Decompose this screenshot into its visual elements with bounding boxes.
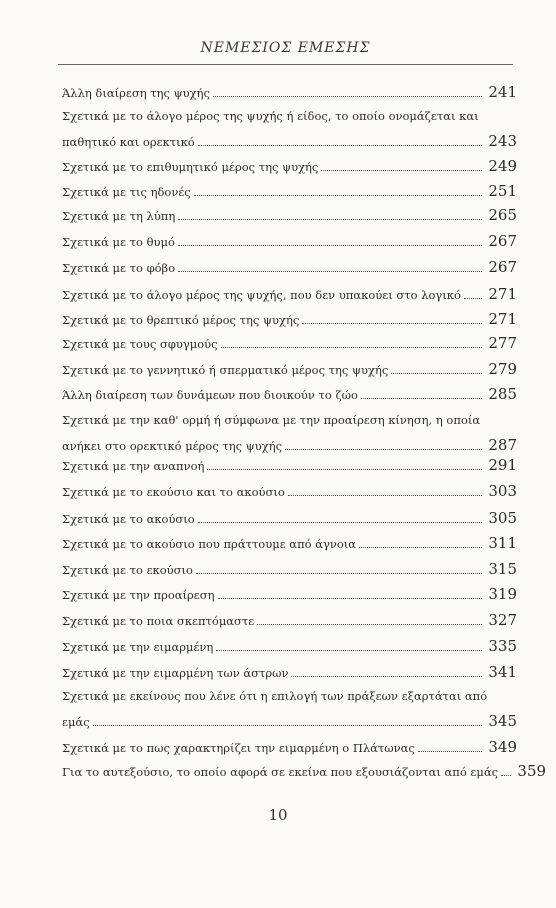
dot-leader xyxy=(213,96,482,97)
toc-entry-page: 303 xyxy=(488,482,517,500)
toc-entry-page: 327 xyxy=(488,611,517,629)
running-header: ΝΕΜΕΣΙΟΣ ΕΜΕΣΗΣ xyxy=(200,40,371,56)
dot-leader xyxy=(218,598,483,599)
toc-entry xyxy=(62,286,517,302)
toc-entry-title: παθητικό και ορεκτικό xyxy=(62,135,195,149)
toc-entry xyxy=(62,561,517,577)
toc-entry-page: 271 xyxy=(488,310,517,328)
dot-leader xyxy=(302,323,482,324)
toc-entry-title: Σχετικά με την αναπνοή xyxy=(62,459,205,473)
toc-entry-page: 319 xyxy=(488,585,517,603)
toc-entry-page: 305 xyxy=(488,509,517,527)
toc-entry xyxy=(62,664,517,680)
dot-leader xyxy=(196,573,482,574)
toc-entry-page: 277 xyxy=(488,334,517,352)
toc-entry xyxy=(62,259,517,275)
toc-entry-page: 285 xyxy=(488,385,517,403)
toc-entry-title: εμάς xyxy=(62,715,90,729)
toc-entry-title: Σχετικά με το θρεπτικό μέρος της ψυχής xyxy=(62,313,300,327)
toc-entry-page: 279 xyxy=(488,360,517,378)
toc-entry-page: 341 xyxy=(488,663,517,681)
toc-entry-title-line1: Σχετικά με την καθ' ορμή ή σύμφωνα με την προαίρεση κίνηση, η οποία xyxy=(62,413,481,427)
dot-leader xyxy=(288,495,482,496)
dot-leader xyxy=(198,145,482,146)
toc-entry xyxy=(62,158,517,174)
toc-entry-page: 267 xyxy=(488,232,517,250)
toc-entry xyxy=(62,386,517,402)
toc-entry xyxy=(62,762,547,780)
toc-entry xyxy=(62,414,517,453)
toc-entry-title: Σχετικά με τις ηδονές xyxy=(62,185,191,199)
toc-entry-title: Σχετικά με το ακούσιο που πράττουμε από άγνοια xyxy=(62,537,357,551)
toc-entry-title: Για το αυτεξούσιο, το οποίο αφορά σε εκείνα που εξουσιάζονται από εμάς xyxy=(62,765,499,779)
dot-leader xyxy=(418,751,482,752)
toc-entry xyxy=(62,535,517,551)
toc-entry-page: 267 xyxy=(488,258,517,276)
toc-entry-title: Σχετικά με το ποια σκεπτόμαστε xyxy=(62,614,255,628)
dot-leader xyxy=(321,170,482,171)
toc-entry-title: Άλλη διαίρεση των δυνάμεων που διοικούν το ζώο xyxy=(62,388,358,402)
dot-leader xyxy=(291,676,482,677)
toc-entry-title-line1: Σχετικά με το άλογο μέρος της ψυχής ή είδος, το οποίο ονομάζεται και xyxy=(62,109,479,123)
toc-entry xyxy=(62,110,517,149)
toc-entry xyxy=(62,207,517,223)
toc-entry-title: Σχετικά με την ειμαρμένη xyxy=(62,640,214,654)
toc-entry-title-line1: Σχετικά με εκείνους που λένε ότι η επιλογή των πράξεων εξαρτάται από xyxy=(62,689,488,703)
toc-entry-page: 241 xyxy=(488,83,517,101)
toc-entry-page: 243 xyxy=(488,132,517,150)
toc-entry-title: Σχετικά με το πως χαρακτηρίζει την ειμαρμένη ο Πλάτωνας xyxy=(62,741,415,755)
toc-entry-title: Σχετικά με τη λύπη xyxy=(62,209,176,223)
toc-entry xyxy=(62,638,517,654)
dot-leader xyxy=(178,271,482,272)
toc-entry-title: Σχετικά με το εκούσιο xyxy=(62,563,193,577)
page-number: 10 xyxy=(268,806,288,824)
dot-leader xyxy=(198,522,482,523)
dot-leader xyxy=(391,373,482,374)
toc-entry xyxy=(62,690,517,729)
toc-entry xyxy=(62,612,517,628)
toc-entry-page: 315 xyxy=(488,560,517,578)
toc-entry-title: Σχετικά με το άλογο μέρος της ψυχής, που δεν υπακούει στο λογικό xyxy=(62,288,461,302)
toc-entry xyxy=(62,510,517,526)
dot-leader xyxy=(361,398,482,399)
dot-leader xyxy=(221,347,482,348)
toc-entry-page: 359 xyxy=(517,762,547,780)
toc-entry xyxy=(62,311,517,327)
toc-entry xyxy=(62,183,517,199)
dot-leader xyxy=(93,725,482,726)
toc-entry-title: Σχετικά με το επιθυμητικό μέρος της ψυχής xyxy=(62,160,319,174)
toc-entry-title: ανήκει στο ορεκτικό μέρος της ψυχής xyxy=(62,439,283,453)
dot-leader xyxy=(359,547,482,548)
toc-entry xyxy=(62,483,517,499)
dot-leader xyxy=(178,219,482,220)
toc-entry-page: 291 xyxy=(488,456,517,474)
toc-entry-page: 345 xyxy=(488,712,517,730)
toc-entry-page: 271 xyxy=(488,285,517,303)
toc-entry-page: 311 xyxy=(488,534,517,552)
toc-entry xyxy=(62,335,517,351)
toc-entry-page: 251 xyxy=(488,182,517,200)
toc-entry-title: Σχετικά με την ειμαρμένη των άστρων xyxy=(62,666,289,680)
toc-entry-page: 335 xyxy=(488,637,517,655)
toc-entry-page: 349 xyxy=(488,738,517,756)
toc-entry-title: Σχετικά με το γεννητικό ή σπερματικό μέρος της ψυχής xyxy=(62,363,389,377)
dot-leader xyxy=(194,195,482,196)
toc-entry xyxy=(62,361,517,377)
toc-entry xyxy=(62,457,517,473)
dot-leader xyxy=(178,245,482,246)
dot-leader xyxy=(285,449,482,450)
dot-leader xyxy=(207,469,482,470)
toc-entry-title: Σχετικά με την προαίρεση xyxy=(62,588,215,602)
toc-entry xyxy=(62,84,517,100)
dot-leader xyxy=(216,650,482,651)
toc-entry-title: Άλλη διαίρεση της ψυχής xyxy=(62,86,210,100)
toc-entry-title: Σχετικά με το φόβο xyxy=(62,261,176,275)
toc-entry-page: 265 xyxy=(488,206,517,224)
toc-entry-title: Σχετικά με το ακούσιο xyxy=(62,512,195,526)
toc-entry xyxy=(62,739,517,755)
toc-entry-page: 249 xyxy=(488,157,517,175)
toc-entry-title: Σχετικά με το θυμό xyxy=(62,235,175,249)
toc-entry-title: Σχετικά με τους σφυγμούς xyxy=(62,337,218,351)
toc-entry xyxy=(62,233,517,249)
header-rule xyxy=(58,64,513,65)
dot-leader xyxy=(464,298,482,299)
dot-leader xyxy=(501,775,511,776)
toc-entry xyxy=(62,586,517,602)
toc-entry-page: 287 xyxy=(488,436,517,454)
dot-leader xyxy=(257,624,482,625)
toc-entry-title: Σχετικά με το εκούσιο και το ακούσιο xyxy=(62,485,285,499)
